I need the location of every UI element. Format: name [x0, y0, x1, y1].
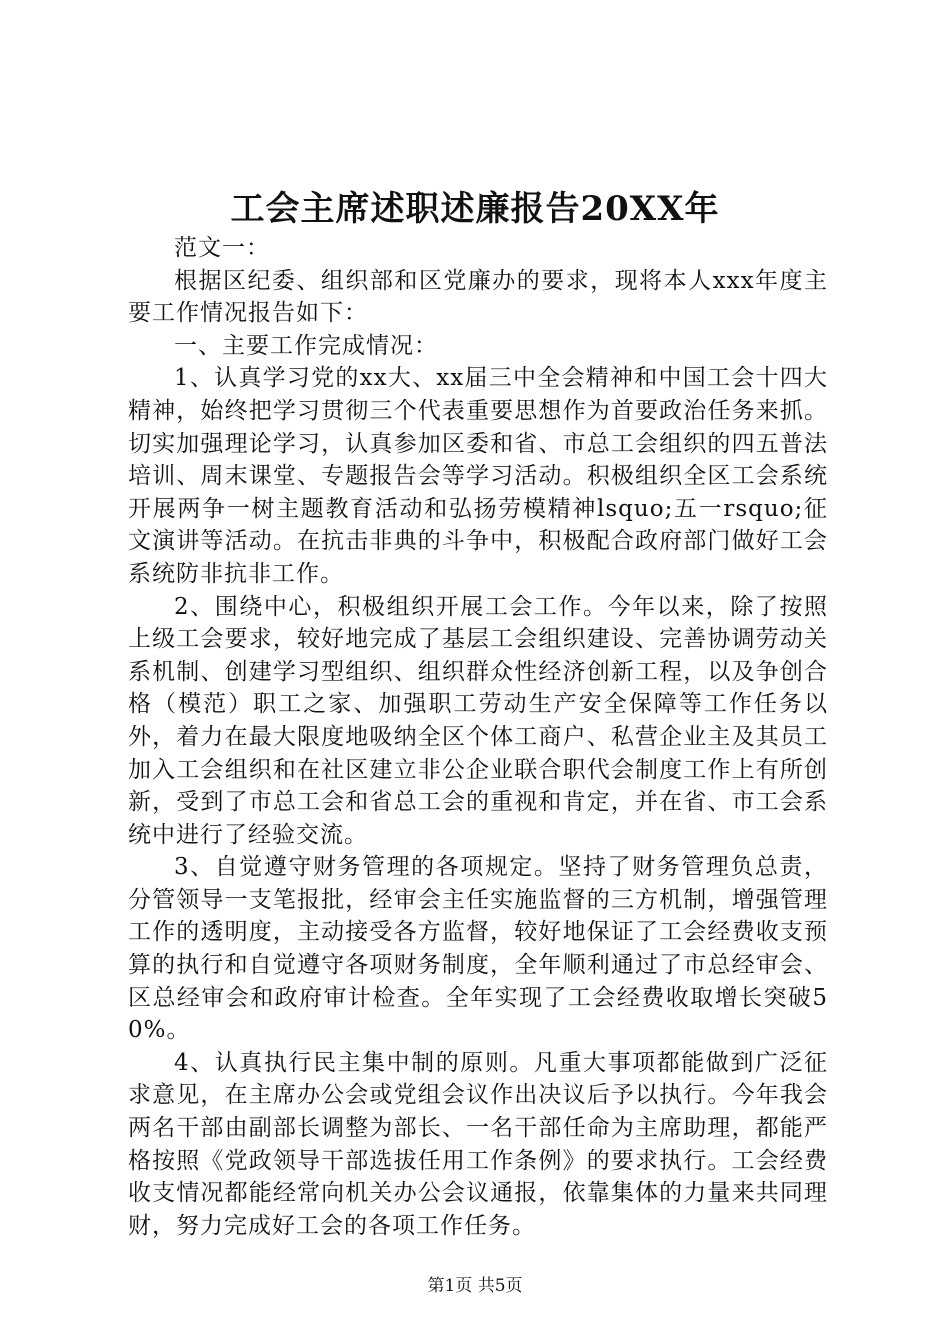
paragraph-intro: 根据区纪委、组织部和区党廉办的要求，现将本人xxx年度主要工作情况报告如下： — [128, 267, 828, 327]
document-title: 工会主席述职述廉报告20XX年 — [230, 189, 720, 229]
paragraph-item-2: 2、围绕中心，积极组织开展工会工作。今年以来，除了按照上级工会要求，较好地完成了基层工会组织建设、完善协调劳动关系机制、创建学习型组织、组织群众性经济创新工程，以及争创合格（模范）职工之家、加强职工劳动生产安全保障等工作任务以外，着力在最大限度地吸纳全区个体工商户、私营企业主及其员工加入工会组织和在社区建立非公企业联合职代会制度工作上有所创新，受到了市总工会和省总工会的重视和肯定，并在省、市工会系统中进行了经验交流。 — [128, 593, 828, 848]
paragraph-label: 范文一： — [174, 235, 270, 261]
paragraph-item-3: 3、自觉遵守财务管理的各项规定。坚持了财务管理负总责，分管领导一支笔报批，经审会主任实施监督的三方机制，增强管理工作的透明度，主动接受各方监督，较好地保证了工会经费收支预算的执行和自觉遵守各项财务制度，全年顺利通过了市总经审会、区总经审会和政府审计检查。全年实现了工会经费收取增长突破50%。 — [128, 854, 828, 1044]
document-body — [128, 232, 828, 1242]
paragraph-item-1: 1、认真学习党的xx大、xx届三中全会精神和中国工会十四大精神，始终把学习贯彻三个代表重要思想作为首要政治任务来抓。切实加强理论学习，认真参加区委和省、市总工会组织的四五普法培训、周末课堂、专题报告会等学习活动。积极组织全区工会系统开展两争一树主题教育活动和弘扬劳模精神lsquo;五一rsquo;征文演讲等活动。在抗击非典的斗争中，积极配合政府部门做好工会系统防非抗非工作。 — [128, 365, 828, 587]
paragraph-item-4: 4、认真执行民主集中制的原则。凡重大事项都能做到广泛征求意见，在主席办公会或党组会议作出决议后予以执行。今年我会两名干部由副部长调整为部长、一名干部任命为主席助理，都能严格按照《党政领导干部选拔任用工作条例》的要求执行。工会经费收支情况都能经常向机关办公会议通报，依靠集体的力量来共同理财，努力完成好工会的各项工作任务。 — [128, 1049, 828, 1239]
page-number-footer: 第1页 共5页 — [427, 1276, 523, 1296]
section-heading: 一、主要工作完成情况： — [174, 332, 438, 359]
